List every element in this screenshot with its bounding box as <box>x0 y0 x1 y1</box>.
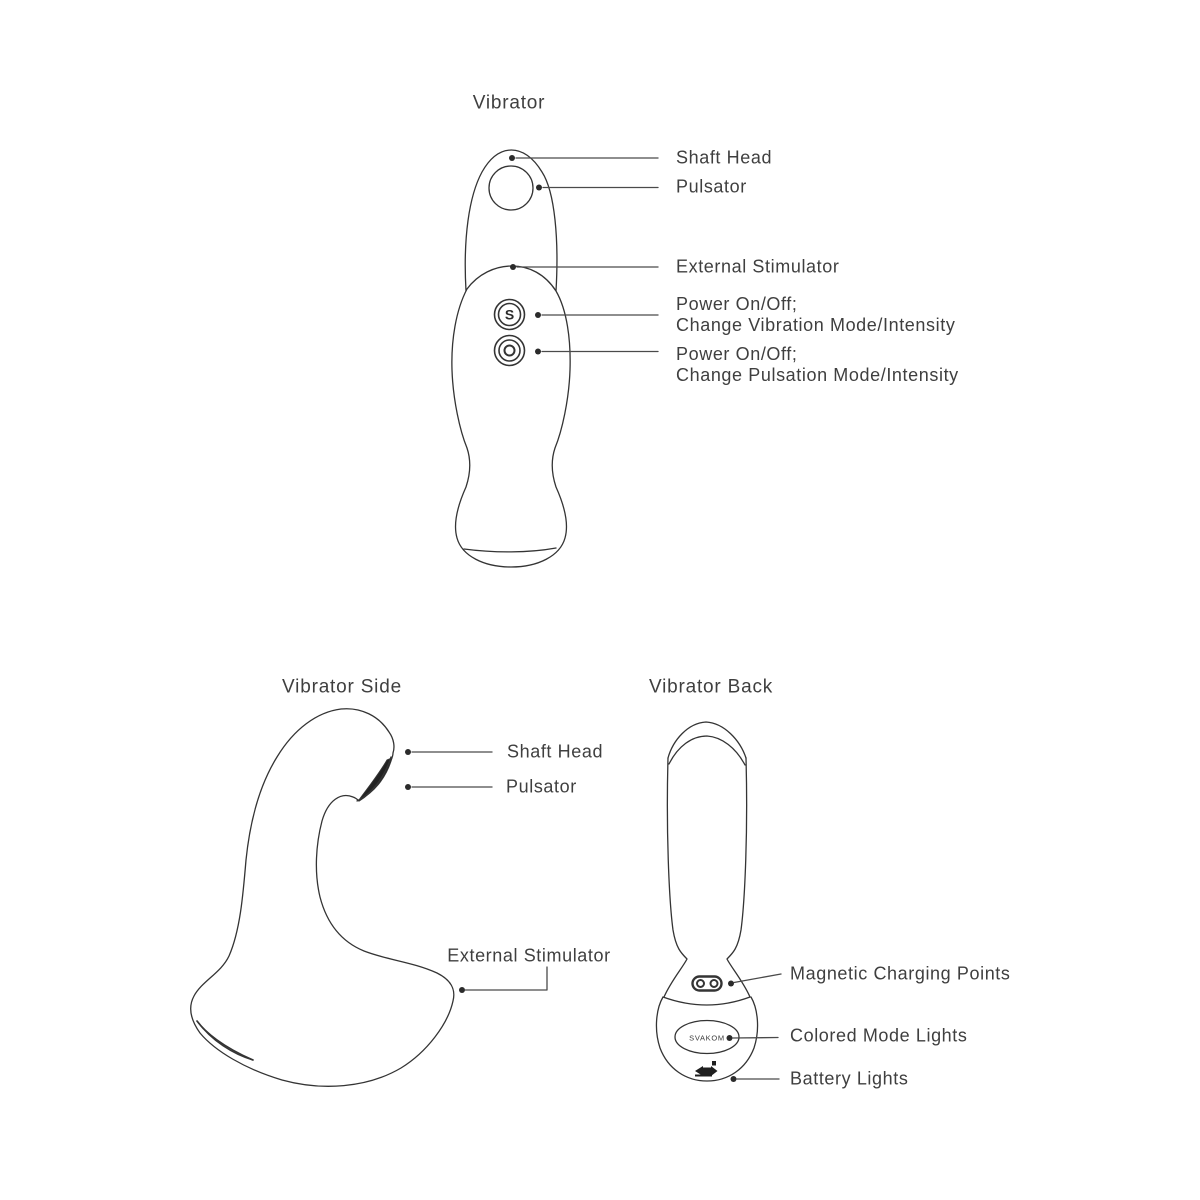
vibration-button-label <box>676 294 955 336</box>
battery-lights-icon <box>695 1061 718 1077</box>
back-cap-seam <box>669 736 745 765</box>
side-external-stimulator-label: External Stimulator <box>447 945 611 966</box>
brand-text: SVAKOM <box>689 1033 725 1042</box>
s-button-glyph: S <box>504 306 515 323</box>
front-view-drawing <box>452 150 658 567</box>
side-body-outline <box>191 709 454 1087</box>
battery-lights-label: Battery Lights <box>790 1068 909 1089</box>
back-view-drawing <box>656 722 781 1082</box>
magnetic-charging-points-icon <box>693 977 722 991</box>
back-right-side <box>727 758 750 997</box>
colored-mode-lights-label: Colored Mode Lights <box>790 1025 968 1046</box>
front-external-stimulator-label: External Stimulator <box>676 256 840 277</box>
pulsation-button-label-line2: Change Pulsation Mode/Intensity <box>676 365 959 385</box>
pulsation-button-label-line1: Power On/Off; <box>676 344 798 364</box>
side-view-title: Vibrator Side <box>282 676 402 698</box>
side-pulsator-label: Pulsator <box>506 776 577 797</box>
magnetic-charging-points-label: Magnetic Charging Points <box>790 963 1011 984</box>
side-shaft-head-label: Shaft Head <box>507 741 604 762</box>
front-view-title: Vibrator <box>472 92 546 114</box>
front-pulsator-circle <box>489 166 533 210</box>
back-view-title: Vibrator Back <box>648 676 774 698</box>
pulsation-button-label <box>676 344 959 386</box>
back-cap-outline <box>668 722 746 758</box>
vibration-button-label-line1: Power On/Off; <box>676 294 798 314</box>
front-pulsator-label: Pulsator <box>676 176 747 197</box>
back-base-rim <box>663 997 750 1005</box>
vibration-button-label-line2: Change Vibration Mode/Intensity <box>676 315 956 335</box>
front-shaft-head-label: Shaft Head <box>676 147 773 168</box>
side-view-drawing <box>191 709 547 1087</box>
back-left-side <box>664 758 687 997</box>
